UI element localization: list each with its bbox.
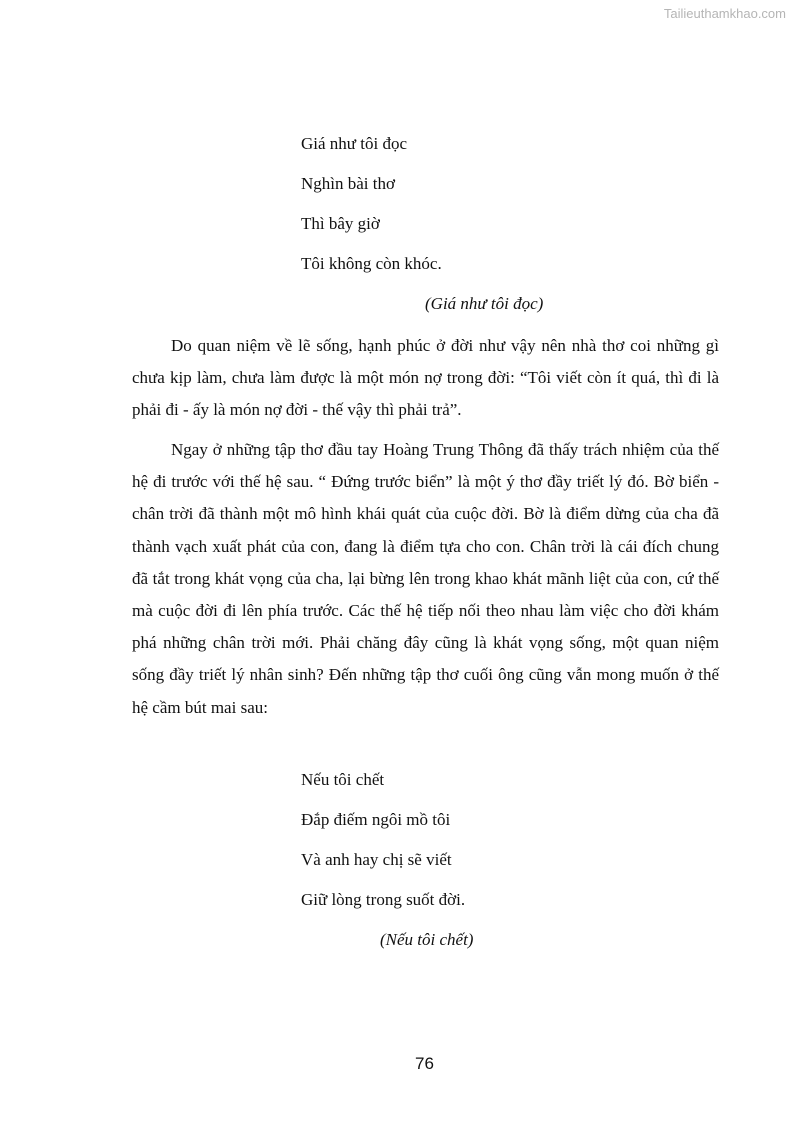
- poem2-caption: (Nếu tôi chết): [380, 930, 474, 949]
- poem1-caption: (Giá như tôi đọc): [425, 294, 544, 313]
- poem1-line-3: Thì bây giờ: [301, 214, 380, 233]
- poem2-line-2: Đắp điếm ngôi mồ tôi: [301, 810, 451, 829]
- poem1-line-1: Giá như tôi đọc: [301, 134, 408, 153]
- poem2-line-3: Và anh hay chị sẽ viết: [301, 850, 452, 869]
- watermark: Tailieuthamkhao.com: [663, 6, 786, 21]
- poem1-line-2: Nghìn bài thơ: [301, 174, 395, 193]
- poem2-line-1: Nếu tôi chết: [301, 770, 385, 789]
- page-number: 76: [415, 1054, 434, 1073]
- poem1-line-4: Tôi không còn khóc.: [301, 254, 442, 273]
- poem2-line-4: Giữ lòng trong suốt đời.: [301, 890, 466, 909]
- paragraph-1: Do quan niệm về lẽ sống, hạnh phúc ở đời như vậy nên nhà thơ coi những gì chưa kịp làm, chưa làm được là một món nợ trong đời: “Tôi viết còn ít quá, thì đi là phải đi - ấy là món nợ đời - thế vậy thì phải trả”.: [132, 336, 719, 420]
- paragraph-2: Ngay ở những tập thơ đầu tay Hoàng Trung Thông đã thấy trách nhiệm của thế hệ đi trước với thế hệ sau. “ Đứng trước biển” là một ý thơ đầy triết lý đó. Bờ biển - chân trời đã thành một mô hình khái quát của cuộc đời. Bờ là điểm dừng của cha đã thành vạch xuất phát của con, đang là điểm tựa cho con. Chân trời là cái đích chung đã tắt trong khát vọng của cha, lại bừng lên trong khao khát mãnh liệt của con, cứ thế mà cuộc đời đi lên phía trước. Các thế hệ tiếp nối theo nhau làm việc cho đời khám phá những chân trời mới. Phải chăng đây cũng là khát vọng sống, một quan niệm sống đầy triết lý nhân sinh? Đến những tập thơ cuối ông cũng vẫn mong muốn ở thế hệ cầm bút mai sau:: [132, 440, 719, 717]
